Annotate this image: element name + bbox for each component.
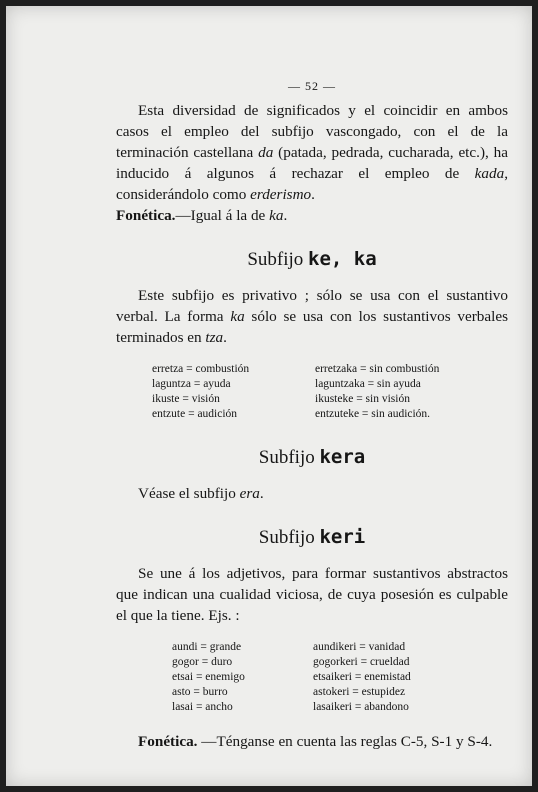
para-text: . [223, 329, 227, 346]
example-row [152, 377, 439, 392]
para-text: Véase el subfijo [138, 485, 240, 502]
heading-word: Subfijo [258, 527, 315, 548]
example-derived: astokeri = estupidez [313, 686, 406, 698]
examples-ke-table [152, 362, 439, 422]
examples-keri-table [172, 640, 411, 715]
section-heading-keri [116, 526, 508, 549]
intro-term-kada: kada [474, 165, 505, 182]
term-era: era [239, 485, 260, 502]
fonetica-text: —Igual á la de [175, 207, 270, 224]
example-derived: erretzaka = sin combustión [315, 363, 440, 375]
section-kera-paragraph [116, 483, 508, 504]
intro-text: (patada, pedrada, cucharada, etc.), ha inducido á algunos á rechazar el empleo de [116, 144, 508, 182]
intro-term-da: da [258, 144, 274, 161]
heading-word: Subfijo [258, 447, 315, 468]
fonetica-text: . [283, 207, 288, 224]
example-derived: gogorkeri = crueldad [313, 656, 410, 668]
intro-text: . [311, 186, 315, 203]
heading-suffix: ke, ka [308, 248, 377, 270]
fonetica-text: —Ténganse en cuenta las reglas C-5, S-1 y S-4. [197, 733, 493, 750]
example-derived: entzuteke = sin audición. [315, 408, 431, 420]
example-base: ikuste = visión [152, 393, 220, 405]
fonetica-label: Fonética. [138, 733, 198, 750]
fonetica-label: Fonética. [116, 207, 176, 224]
example-base: lasai = ancho [172, 701, 233, 713]
example-derived: ikusteke = sin visión [315, 393, 410, 405]
example-row [172, 640, 411, 655]
example-base: aundi = grande [172, 641, 242, 653]
para-text: . [259, 485, 264, 502]
example-derived: etsaikeri = enemistad [313, 671, 411, 683]
example-row [152, 362, 439, 377]
intro-paragraph [116, 100, 508, 205]
term-ka: ka [230, 308, 245, 325]
heading-suffix: keri [319, 526, 366, 548]
example-derived: lasaikeri = abandono [313, 701, 409, 713]
page-number: — 52 — [288, 79, 336, 93]
term-tza: tza [205, 329, 224, 346]
page-content [116, 79, 508, 752]
section-heading-kera [116, 446, 508, 469]
example-derived: laguntzaka = sin ayuda [315, 378, 421, 390]
example-row [172, 670, 411, 685]
example-row [172, 655, 411, 670]
section-keri-paragraph: Se une á los adjetivos, para formar sustantivos abstractos que indican una cualidad viciosa, de cuya posesión es culpable el que la tiene. Ejs. : [116, 565, 508, 624]
section-ke-paragraph [116, 285, 508, 348]
example-row [152, 407, 439, 422]
example-derived: aundikeri = vanidad [313, 641, 406, 653]
example-base: entzute = audición [152, 408, 238, 420]
intro-text: Esta diversidad de significados y el coincidir en ambos casos el empleo del subfijo vascongado, con el de la terminación castellana [116, 102, 508, 161]
heading-word: Subfijo [247, 249, 304, 270]
example-base: etsai = enemigo [172, 671, 245, 683]
example-base: asto = burro [172, 686, 228, 698]
book-page [6, 6, 532, 786]
intro-text: , considerándolo como [116, 165, 508, 203]
example-row [172, 700, 411, 715]
fonetica-term: ka [269, 207, 284, 224]
example-row [152, 392, 439, 407]
heading-suffix: kera [319, 446, 366, 468]
example-row [172, 685, 411, 700]
para-text: Este subfijo es privativo ; sólo se usa con el sustantivo verbal. La forma [116, 287, 508, 325]
section-keri-fonetica [116, 731, 508, 752]
intro-term-erderismo: erderismo [250, 186, 312, 203]
example-base: erretza = combustión [152, 363, 250, 375]
para-text: sólo se usa con los sustantivos verbales terminados en [116, 308, 508, 346]
example-base: laguntza = ayuda [152, 378, 231, 390]
example-base: gogor = duro [172, 656, 233, 668]
intro-fonetica [116, 205, 508, 226]
section-heading-ke-ka [116, 248, 508, 271]
